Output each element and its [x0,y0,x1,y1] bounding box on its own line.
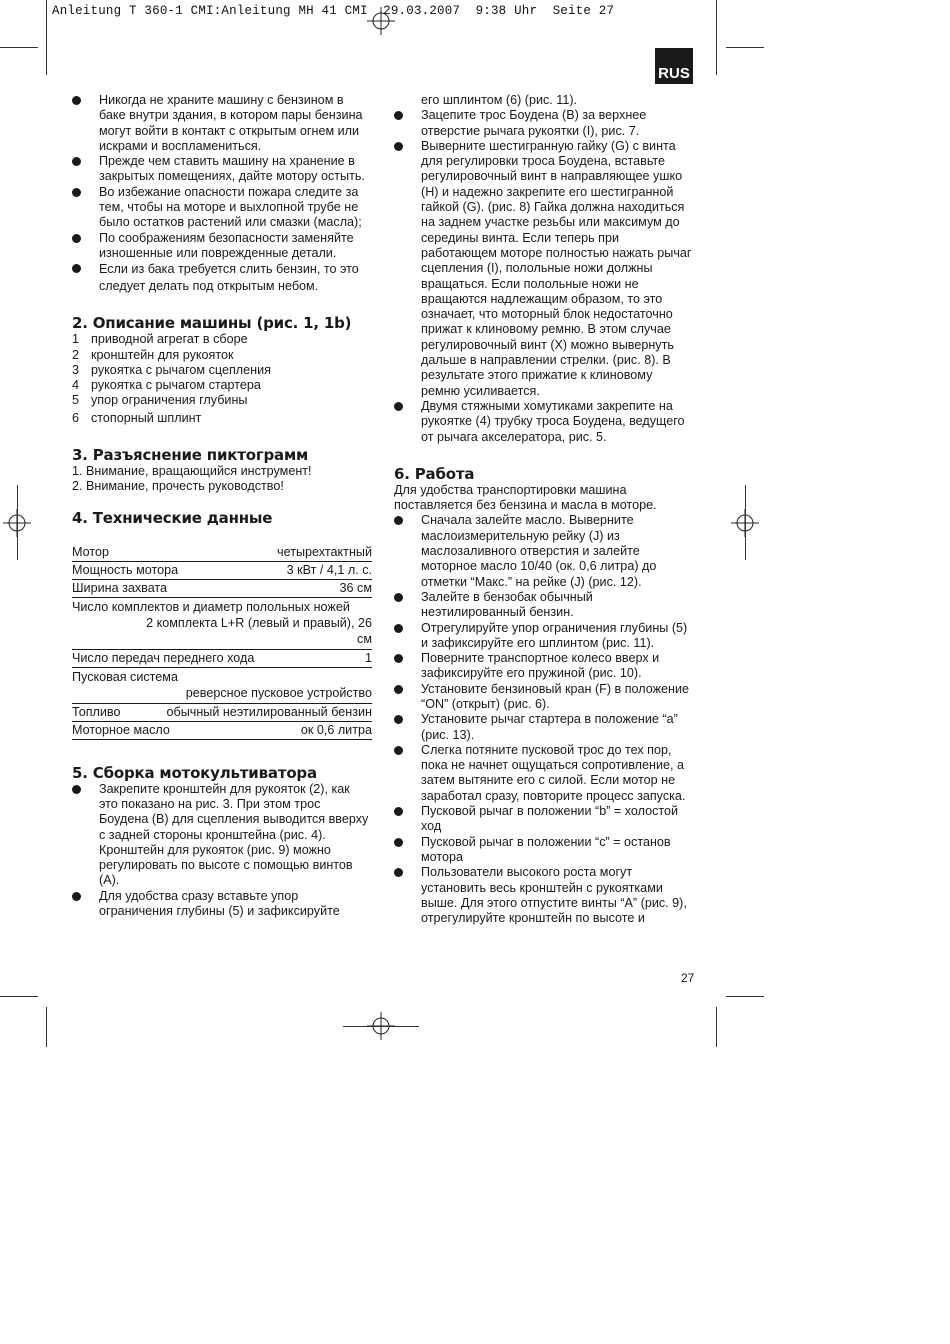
registration-mark-icon [367,7,395,35]
list-item: 1. Внимание, вращающийся инструмент! [72,464,312,479]
list-item: Закрепите кронштейн для рукояток (2), как это показано на рис. 3. При этом трос Боудена (B) для сцепления выводится вверху с задней стороны кронштейна (рис. 4). Кронштейн для рукояток (рис. 9) можно регулировать по высоте с помощью винтов (A). [72,782,372,889]
list-item: Двумя стяжными хомутиками закрепите на рукоятке (4) трубку троса Боудена, ведущего от рычага акселератора, рис. 5. [394,399,694,445]
section-heading: 4. Технические данные [72,508,273,527]
crop-mark [716,1007,717,1047]
crop-mark [343,1026,419,1027]
left-column [72,93,372,919]
crop-mark [726,996,764,997]
bullet-icon [394,402,403,411]
pictogram-list [72,464,372,495]
crop-mark [46,1007,47,1047]
list-item: По соображениям безопасности заменяйте изношенные или поврежденные детали. [72,231,372,262]
bullet-icon [394,593,403,602]
list-item: 5 упор ограничения глубины [72,393,248,408]
list-item: 2. Внимание, прочесть руководство! [72,479,284,494]
bullet-icon [394,746,403,755]
bullet-icon [394,715,403,724]
list-item: 3 рукоятка с рычагом сцепления [72,362,271,377]
list-item: Зацепите трос Боудена (B) за верхнее отверстие рычага рукоятки (I), рис. 7. [394,108,694,139]
bullet-icon [72,157,81,166]
list-item: 6 стопорный шплинт [72,410,202,425]
crop-mark [0,996,38,997]
bullet-icon [394,838,403,847]
table-row: Мощность мотора 3 кВт / 4,1 л. с. [72,562,372,580]
crop-mark [726,47,764,48]
list-item: Пусковой рычаг в положении “b” = холостой ход [394,804,694,835]
continuation-text: его шплинтом (6) (рис. 11). [421,93,578,107]
list-item: Установите рычаг стартера в положение “a” (рис. 13). [394,712,694,743]
table-row: Число комплектов и диаметр полольных ножей 2 комплекта L+R (левый и правый), 26 см [72,598,372,650]
crop-mark [17,485,18,560]
crop-mark [716,0,717,75]
bullet-icon [72,96,81,105]
assembly-bullets [72,782,372,920]
table-row: Пусковая система реверсное пусковое устройство [72,668,372,704]
table-row: Число передач переднего хода 1 [72,650,372,668]
list-item: Для удобства сразу вставьте упор ограничения глубины (5) и зафиксируйте [72,889,372,920]
parts-list [72,332,372,426]
list-item: 4 рукоятка с рычагом стартера [72,378,261,393]
bullet-icon [72,892,81,901]
list-item: Пользователи высокого роста могут установить весь кронштейн с рукоятками выше. Для этого отпустите винты “A” (рис. 9), отрегулируйте кронштейн по высоте и [394,865,694,926]
bullet-icon [72,264,81,273]
page-number: 27 [681,971,695,985]
bullet-icon [394,624,403,633]
list-item: Поверните транспортное колесо вверх и зафиксируйте его пружиной (рис. 10). [394,651,694,682]
table-row: Ширина захвата 36 см [72,580,372,598]
list-item: Отрегулируйте упор ограничения глубины (5) и зафиксируйте его шплинтом (рис. 11). [394,621,694,652]
intro-bullets [72,93,372,295]
list-item: Если из бака требуется слить бензин, то это следует делать под открытым небом. [72,261,372,295]
section-intro: Для удобства транспортировки машина поставляется без бензина и масла в моторе. [394,482,657,513]
list-item: Залейте в бензобак обычный неэтилированный бензин. [394,590,694,621]
crop-mark [745,485,746,560]
list-item: Пусковой рычаг в положении “c” = останов мотора [394,835,694,866]
list-item: Никогда не храните машину с бензином в баке внутри здания, в котором пары бензина могут войти в контакт с открытым огнем или искрами и воспламениться. [72,93,372,154]
bullet-icon [394,685,403,694]
operation-bullets [394,513,694,926]
section-heading: 6. Работа [394,464,475,483]
table-row: Топливо обычный неэтилированный бензин [72,704,372,722]
language-badge: RUS [655,48,693,84]
right-column [394,93,694,926]
section-heading: 3. Разъяснение пиктограмм [72,446,309,465]
list-item: Установите бензиновый кран (F) в положение “ON” (открыт) (рис. 6). [394,682,694,713]
table-row: Мотор четырехтактный [72,544,372,562]
list-item: Прежде чем ставить машину на хранение в закрытых помещениях, дайте мотору остыть. [72,154,372,185]
print-header: Anleitung T 360-1 CMI:Anleitung MH 41 CMI 29.03.2007 9:38 Uhr Seite 27 [52,4,615,18]
list-item: Выверните шестигранную гайку (G) с винта для регулировки троса Боудена, вставьте регулировочный винт в направляющее ушко (H) и надежно закрепите его шестигранной гайкой (G). (рис. 8) Гайка должна находиться на заднем участке резьбы или максимум до середины винта. Если теперь при работающем моторе полностью нажать рычаг сцепления (I), полольные ножи должны вращаться. Если полольные ножи не вращаются надлежащим образом, то это означает, что моторный блок недостаточно прижат к клиновому ремню. В этом случае регулировочный винт (X) можно вывернуть дальше в направлении стрелки. (рис. 8). В результате этого прижатие к клиновому ремню усиливается. [394,139,694,399]
bullet-icon [394,807,403,816]
spec-table [72,544,372,740]
bullet-icon [72,188,81,197]
crop-mark [0,47,38,48]
bullet-icon [394,516,403,525]
section-heading: 5. Сборка мотокультиватора [72,763,317,782]
table-row: Моторное масло ок 0,6 литра [72,722,372,740]
list-item: Сначала залейте масло. Выверните маслоизмерительную рейку (J) из маслозаливного отверстия и залейте моторное масло 10/40 (ок. 0,6 литра) до отметки “Макс.” на рейке (J) (рис. 12). [394,513,694,589]
list-item: Слегка потяните пусковой трос до тех пор, пока не начнет ощущаться сопротивление, а затем вытяните его с силой. Если мотор не заработал сразу, повторите процесс запуска. [394,743,694,804]
bullet-icon [72,785,81,794]
list-item: 1 приводной агрегат в сборе [72,332,248,347]
bullet-icon [394,142,403,151]
bullet-icon [394,868,403,877]
crop-mark [46,0,47,75]
bullet-icon [394,654,403,663]
list-item: Во избежание опасности пожара следите за тем, чтобы на моторе и выхлопной трубе не было остатков растений или смазки (масла); [72,185,372,231]
bullet-icon [394,111,403,120]
list-item: 2 кронштейн для рукояток [72,347,234,362]
bullet-icon [72,234,81,243]
section-heading: 2. Описание машины (рис. 1, 1b) [72,314,352,333]
